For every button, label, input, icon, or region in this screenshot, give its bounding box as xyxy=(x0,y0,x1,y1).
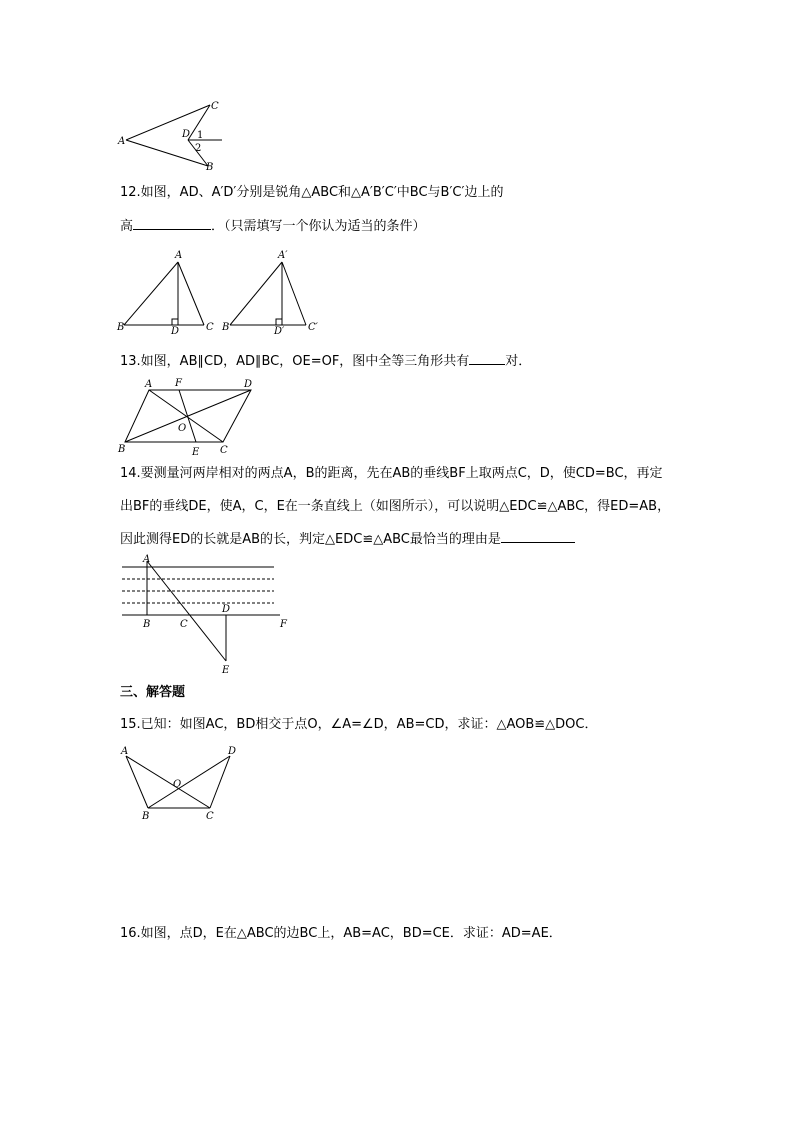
label-D: D xyxy=(244,379,253,390)
label-C: C xyxy=(220,445,228,456)
label-O: O xyxy=(178,423,187,434)
label-C: C xyxy=(206,811,214,822)
label-A: A xyxy=(143,554,151,565)
section-title-text: 三、解答题 xyxy=(120,685,186,700)
q13-line xyxy=(120,352,531,371)
label-B: B xyxy=(143,619,151,630)
label-B: B xyxy=(206,162,214,173)
label-F: F xyxy=(280,619,287,630)
label-E: E xyxy=(222,665,230,676)
label-C-prime: C′ xyxy=(308,322,318,333)
label-C: C xyxy=(211,101,219,112)
label-B: B xyxy=(142,811,150,822)
q14-line1 xyxy=(120,465,663,483)
label-E: E xyxy=(192,447,200,458)
label-A-prime: A′ xyxy=(278,250,288,261)
label-B: B xyxy=(117,322,125,333)
label-D: D xyxy=(171,326,180,337)
figure-q14 xyxy=(118,553,290,677)
q12-text2-pre: 高 xyxy=(120,219,134,234)
q14-line3 xyxy=(120,530,575,549)
q15-line xyxy=(120,716,598,734)
label-A: A xyxy=(145,379,153,390)
label-1: 1 xyxy=(197,130,204,141)
label-2: 2 xyxy=(195,143,202,154)
label-F: F xyxy=(175,378,182,389)
figure-q13 xyxy=(116,376,266,458)
q13-answer-blank[interactable] xyxy=(469,352,505,365)
q14-answer-blank[interactable] xyxy=(501,530,575,543)
q14-text3-pre: 因此测得ED的长就是AB的长，判定△EDC≌△ABC最恰当的理由是 xyxy=(120,532,501,547)
label-A: A xyxy=(175,250,183,261)
label-D-prime: D′ xyxy=(274,326,285,337)
q16-text: 16.如图，点D，E在△ABC的边BC上，AB=AC，BD=CE．求证：AD=AE． xyxy=(120,926,562,941)
q14-line2 xyxy=(120,498,670,516)
q14-text2: 出BF的垂线DE，使A，C，E在一条直线上（如图所示），可以说明△EDC≌△ABC，得ED=AB， xyxy=(120,499,671,514)
q12-line1 xyxy=(120,184,503,202)
label-C: C xyxy=(180,619,188,630)
label-D: D xyxy=(182,129,191,140)
q13-text-post: 对． xyxy=(505,354,532,369)
label-B: B xyxy=(118,444,126,455)
label-D: D xyxy=(228,746,237,757)
q16-line xyxy=(120,925,562,943)
figure-q12-right xyxy=(220,250,326,336)
q12-line2 xyxy=(120,217,426,236)
label-A: A xyxy=(121,746,129,757)
q12-answer-blank[interactable] xyxy=(133,217,211,230)
label-O: O xyxy=(173,779,182,790)
label-A: A xyxy=(118,136,126,147)
q12-text2-post: ．（只需填写一个你认为适当的条件） xyxy=(211,219,426,234)
label-B: B xyxy=(222,322,230,333)
q14-text1: 14.要测量河两岸相对的两点A，B的距离，先在AB的垂线BF上取两点C，D，使CD=BC，再定 xyxy=(120,466,663,481)
figure-q12-left xyxy=(116,250,216,336)
q12-text1: 12.如图，AD、A′D′分别是锐角△ABC和△A′B′C′中BC与B′C′边上的 xyxy=(120,185,504,200)
label-C: C xyxy=(206,322,214,333)
section-title xyxy=(120,684,185,702)
q15-text: 15.已知：如图AC，BD相交于点O，∠A=∠D，AB=CD，求证：△AOB≌△DOC． xyxy=(120,717,598,732)
label-D: D xyxy=(222,604,231,615)
figure-q15 xyxy=(118,742,242,822)
figure-angle xyxy=(118,100,228,172)
q13-text-pre: 13.如图，AB∥CD，AD∥BC，OE=OF，图中全等三角形共有 xyxy=(120,354,470,369)
